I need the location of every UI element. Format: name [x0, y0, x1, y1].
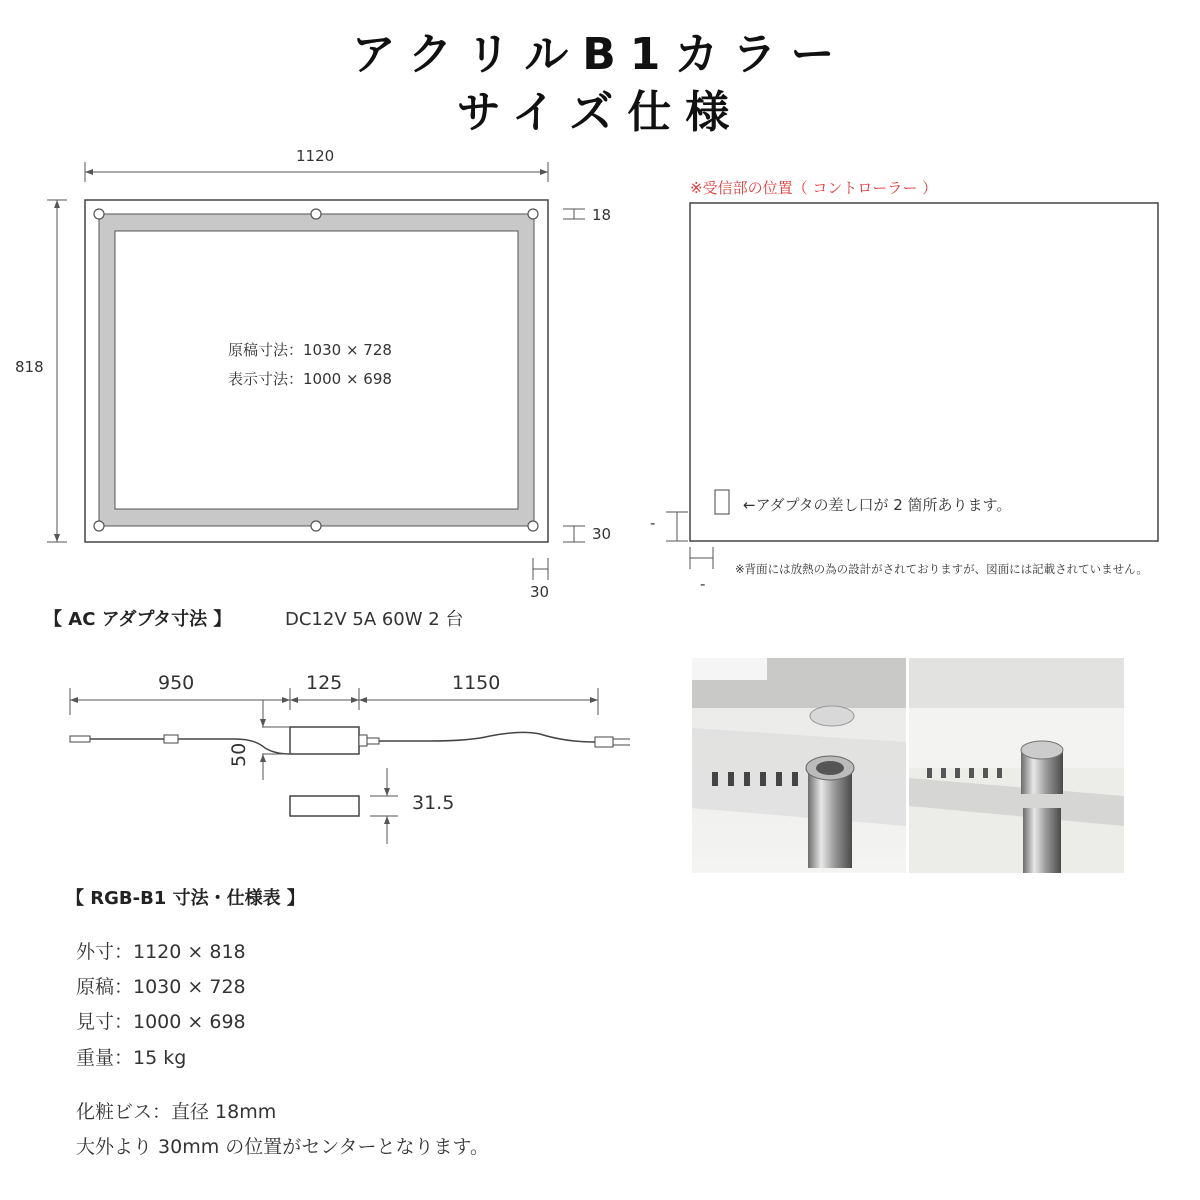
screw-icon — [94, 209, 104, 219]
margin-top-label: 18 — [592, 206, 612, 224]
dash-left: - — [650, 514, 656, 532]
adapter-port-icon — [715, 490, 729, 514]
dim-125: 125 — [306, 672, 343, 694]
spec-outer-size: 外寸：1120 × 818 — [76, 941, 246, 963]
screw-icon — [528, 521, 538, 531]
original-size-label: 原稿寸法：1030 × 728 — [228, 341, 392, 359]
display-size-label: 表示寸法：1000 × 698 — [228, 370, 392, 388]
spec-weight: 重量：15 kg — [76, 1047, 187, 1069]
spec-original-size: 原稿：1030 × 728 — [76, 976, 246, 998]
margin-bottom-label: 30 — [592, 525, 612, 543]
margin-side-label: 30 — [530, 583, 550, 601]
width-label: 1120 — [296, 147, 335, 165]
spec-screw-note: 大外より 30mm の位置がセンターとなります。 — [76, 1136, 489, 1158]
dim-50: 50 — [228, 742, 250, 767]
height-label: 818 — [15, 358, 44, 376]
dim-1150: 1150 — [452, 672, 501, 694]
adapter-spec: DC12V 5A 60W 2 台 — [285, 609, 464, 630]
receiver-note: ※受信部の位置（ コントローラー ） — [690, 179, 938, 197]
adapter-port-note: ←アダプタの差し口が 2 箇所あります。 — [743, 496, 1012, 514]
screw-icon — [528, 209, 538, 219]
dim-950: 950 — [158, 672, 195, 694]
spec-screw: 化粧ビス：直径 18mm — [76, 1101, 277, 1123]
page-title: アクリルB1カラー — [351, 29, 849, 80]
rear-diagram — [650, 195, 1170, 595]
photo-screw-detail-right — [909, 658, 1124, 873]
screw-icon — [94, 521, 104, 531]
screw-icon — [311, 521, 321, 531]
page-subtitle: サイズ仕様 — [456, 87, 744, 138]
dash-bottom: - — [700, 575, 706, 593]
adapter-diagram — [50, 660, 650, 850]
back-note: ※背面には放熱の為の設計がされておりますが、図面には記載されていません。 — [735, 562, 1148, 576]
spec-view-size: 見寸：1000 × 698 — [76, 1011, 246, 1033]
photo-screw-detail-left — [692, 658, 906, 873]
adapter-heading: 【 AC アダプタ寸法 】 — [44, 609, 232, 630]
screw-icon — [311, 209, 321, 219]
spec-heading: 【 RGB-B1 寸法・仕様表 】 — [66, 888, 305, 909]
dim-31-5: 31.5 — [412, 792, 455, 814]
